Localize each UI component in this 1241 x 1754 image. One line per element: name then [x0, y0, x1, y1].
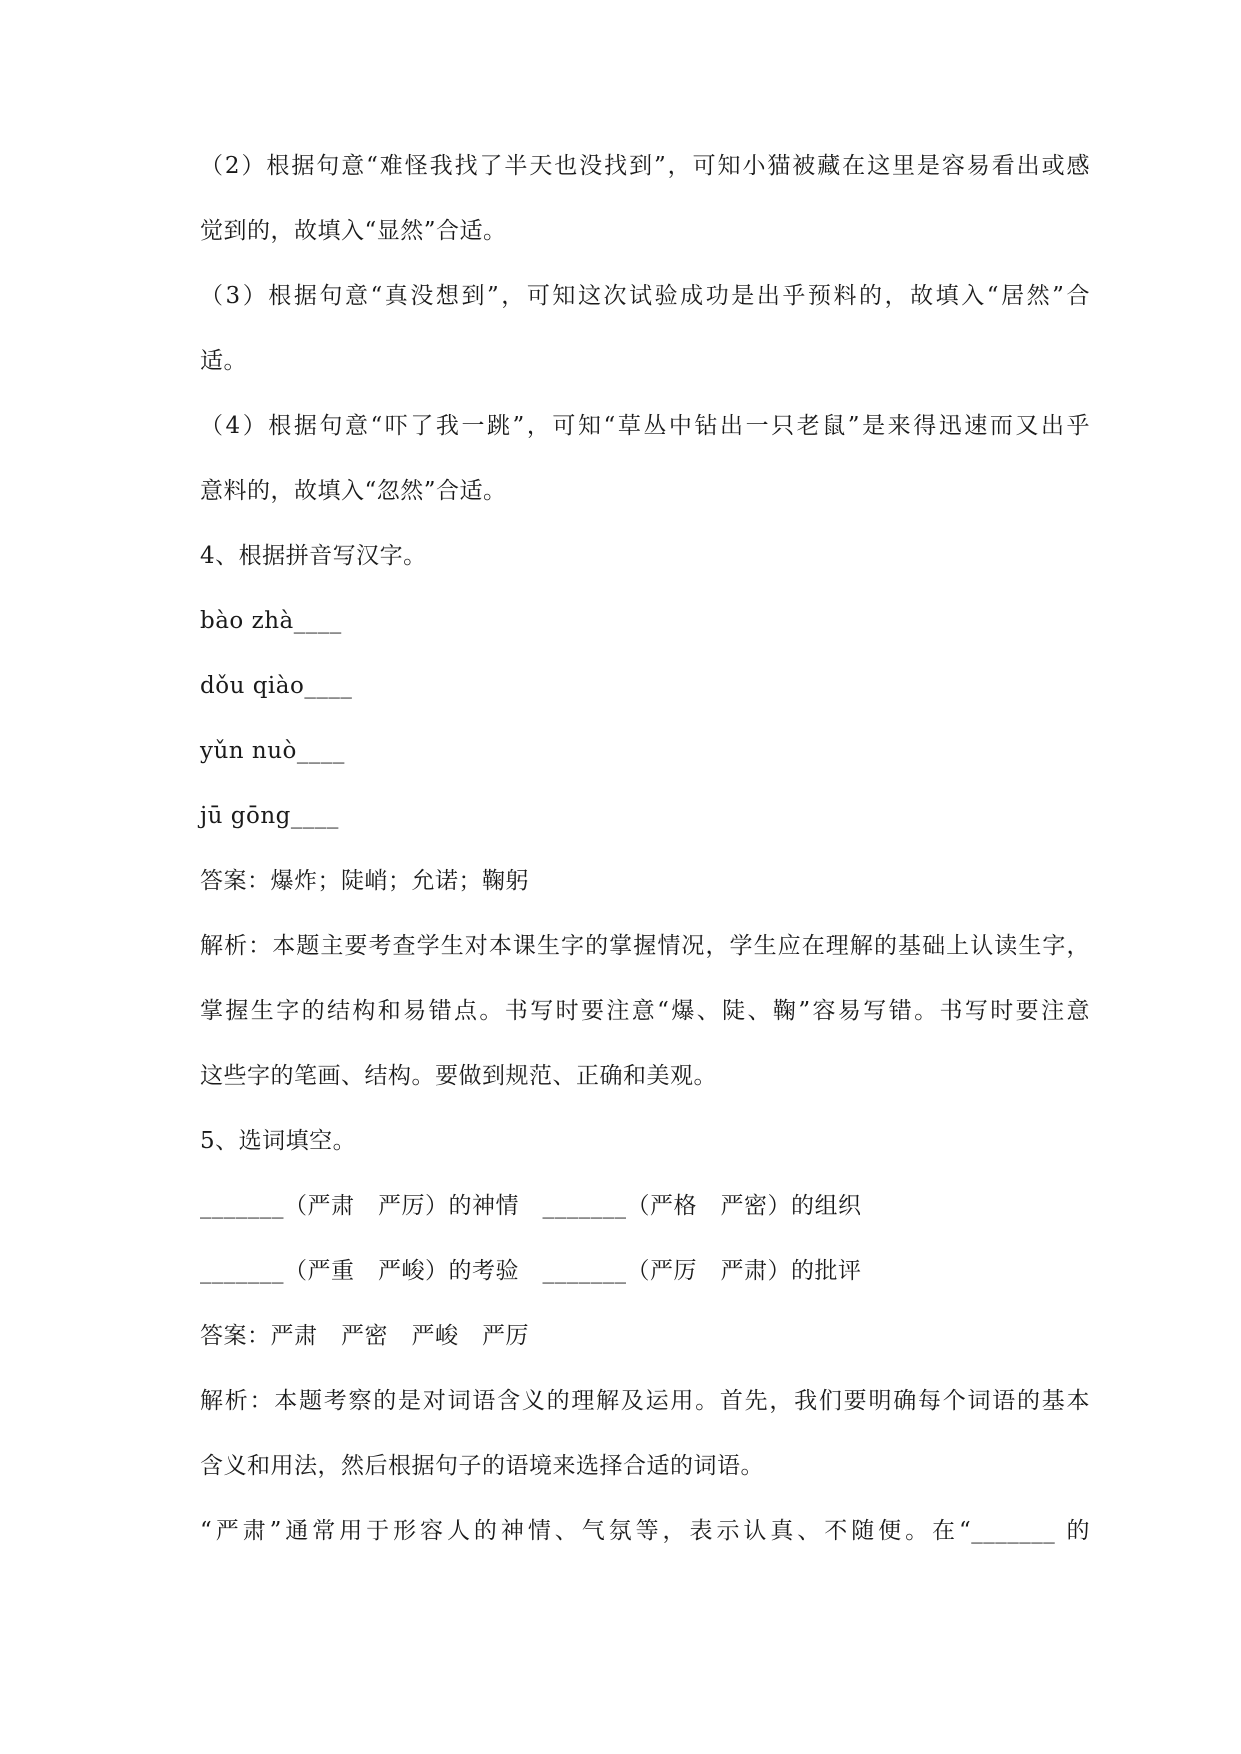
- pinyin-item-4: jū gōng____: [200, 803, 339, 829]
- answer-explanation-2-line-2: 觉到的，故填入“显然”合适。: [200, 218, 507, 244]
- question-4-analysis-line-2: 掌握生字的结构和易错点。书写时要注意“爆、陡、鞠”容易写错。书写时要注意: [200, 998, 1090, 1024]
- question-5-analysis-line-1: 解析：本题考察的是对词语含义的理解及运用。首先，我们要明确每个词语的基本: [200, 1388, 1090, 1414]
- question-4-heading: 4、根据拼音写汉字。: [200, 543, 427, 569]
- question-4-analysis-line-1: 解析：本题主要考查学生对本课生字的掌握情况，学生应在理解的基础上认读生字，: [200, 933, 1090, 959]
- pinyin-item-1: bào zhà____: [200, 608, 342, 634]
- answer-explanation-3-line-1: （3）根据句意“真没想到”，可知这次试验成功是出乎预料的，故填入“居然”合: [200, 283, 1090, 309]
- question-4-analysis-line-3: 这些字的笔画、结构。要做到规范、正确和美观。: [200, 1063, 717, 1089]
- question-4-answer: 答案：爆炸；陡峭；允诺；鞠躬: [200, 868, 529, 894]
- question-5-heading: 5、选词填空。: [200, 1128, 357, 1154]
- pinyin-item-3: yǔn nuò____: [200, 738, 345, 764]
- pinyin-item-2: dǒu qiào____: [200, 673, 353, 699]
- answer-explanation-4-line-2: 意料的，故填入“忽然”合适。: [200, 478, 507, 504]
- fill-blank-row-1: _______（严肃 严厉）的神情 _______（严格 严密）的组织: [200, 1193, 862, 1219]
- answer-explanation-3-line-2: 适。: [200, 348, 247, 374]
- fill-blank-row-2: _______（严重 严峻）的考验 _______（严厉 严肃）的批评: [200, 1258, 862, 1284]
- question-5-answer: 答案：严肃 严密 严峻 严厉: [200, 1323, 529, 1349]
- question-5-analysis-line-3: “严肃”通常用于形容人的神情、气氛等，表示认真、不随便。在“_______ 的: [200, 1518, 1090, 1544]
- answer-explanation-2-line-1: （2）根据句意“难怪我找了半天也没找到”，可知小猫被藏在这里是容易看出或感: [200, 153, 1090, 179]
- question-5-analysis-line-2: 含义和用法，然后根据句子的语境来选择合适的词语。: [200, 1453, 764, 1479]
- answer-explanation-4-line-1: （4）根据句意“吓了我一跳”，可知“草丛中钻出一只老鼠”是来得迅速而又出乎: [200, 413, 1090, 439]
